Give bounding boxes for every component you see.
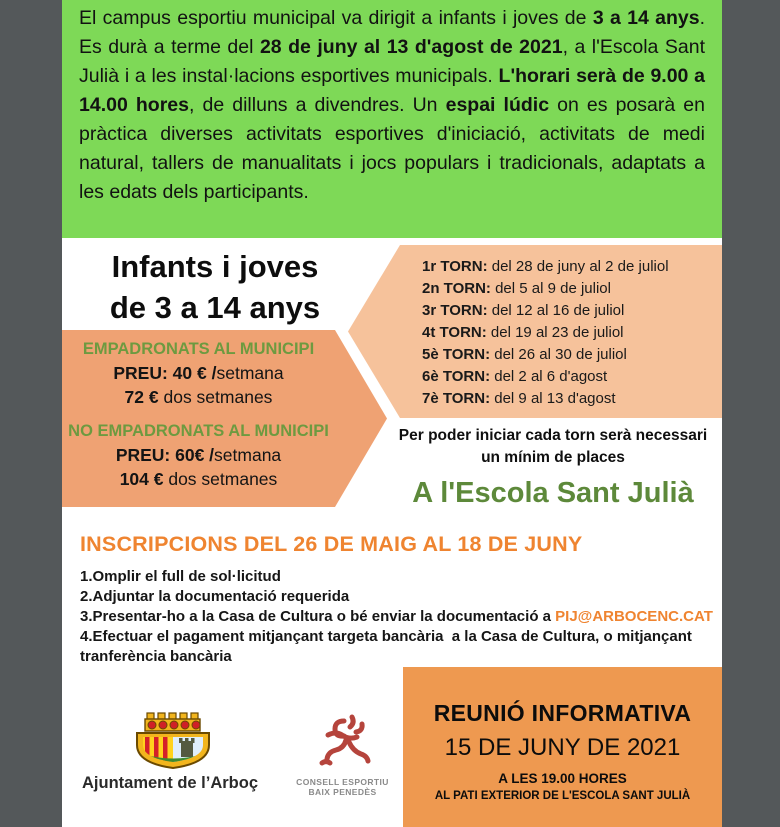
intro-banner (62, 0, 722, 238)
left-margin-strip (0, 0, 62, 827)
inscription-step-2: 2.Adjuntar la documentació requerida (80, 588, 350, 605)
ajuntament-label: Ajuntament de l’Arboç (81, 774, 258, 792)
inscription-step-3[interactable]: 3.Presentar-ho a la Casa de Cultura o bé enviar la documentació a PIJ@ARBOCENC.CAT (80, 608, 713, 625)
inscription-step-4: 4.Efectuar el pagament mitjançant targeta bancària a la Casa de Cultura, o mitjançant tranferència bancària (80, 628, 697, 665)
torn-item: 2n TORN: del 5 al 9 de juliol (422, 280, 611, 297)
torn-item: 6è TORN: del 2 al 6 d'agost (422, 368, 608, 385)
audience-line2: de 3 a 14 anys (109, 290, 321, 325)
consell-esportiu-logo (295, 712, 390, 797)
coat-of-arms-icon (135, 711, 211, 769)
runner-icon (314, 712, 372, 774)
resident-header: EMPADRONATS AL MUNICIPI (82, 340, 315, 358)
pricing-block (62, 337, 335, 491)
pricing-spacer (62, 409, 335, 419)
meeting-title: REUNIÓ INFORMATIVA (433, 700, 692, 726)
minimum-places-note: Per poder iniciar cada torn serà necessari un mínim de places (398, 427, 708, 466)
torn-item: 1r TORN: del 28 de juny al 2 de juliol (422, 258, 669, 275)
resident-two-weeks-price: 72 € dos setmanes (124, 387, 273, 407)
torn-item: 7è TORN: del 9 al 13 d'agost (422, 390, 616, 407)
audience-line1: Infants i joves (111, 249, 319, 284)
inscription-step-1: 1.Omplir el full de sol·licitud (80, 568, 281, 585)
consell-text: CONSELL ESPORTIU BAIX PENEDÈS (296, 777, 389, 797)
meeting-place: AL PATI EXTERIOR DE L'ESCOLA SANT JULIÀ (434, 790, 691, 802)
torn-item: 3r TORN: del 12 al 16 de juliol (422, 302, 625, 319)
nonresident-week-price: PREU: 60€ /setmana (115, 445, 282, 465)
torns-list (422, 256, 669, 410)
meeting-time: A LES 19.00 HORES (498, 771, 627, 786)
nonresident-header: NO EMPADRONATS AL MUNICIPI (68, 422, 329, 440)
intro-paragraph: El campus esportiu municipal va dirigit a infants i joves de 3 a 14 anys. Es durà a terme del 28 de juny al 13 d'agost de 2021, a l'Escola Sant Julià i a les instal·lacions esportives municipals. L'horari serà de 9.00 a 14.00 hores, de dilluns a divendres. Un espai lúdic on es posarà en pràctica diverses activitats esportives d'iniciació, activitats de medi natural, tallers de manualitats i jocs populars i tradicionals, adaptats a les edats dels participants. (79, 7, 705, 203)
inscription-steps (80, 567, 716, 667)
nonresident-two-weeks-price: 104 € dos setmanes (119, 469, 278, 489)
torn-item: 4t TORN: del 19 al 23 de juliol (422, 324, 624, 341)
resident-week-price: PREU: 40 € /setmana (113, 363, 284, 383)
audience-heading (65, 246, 365, 328)
right-margin-strip (722, 0, 780, 827)
meeting-date: 15 DE JUNY DE 2021 (444, 734, 681, 761)
meeting-info-box (403, 667, 722, 827)
inscriptions-title: INSCRIPCIONS DEL 26 DE MAIG AL 18 DE JUNY (80, 532, 583, 556)
torn-item: 5è TORN: del 26 al 30 de juliol (422, 346, 627, 363)
school-title: A l'Escola Sant Julià (412, 477, 694, 509)
